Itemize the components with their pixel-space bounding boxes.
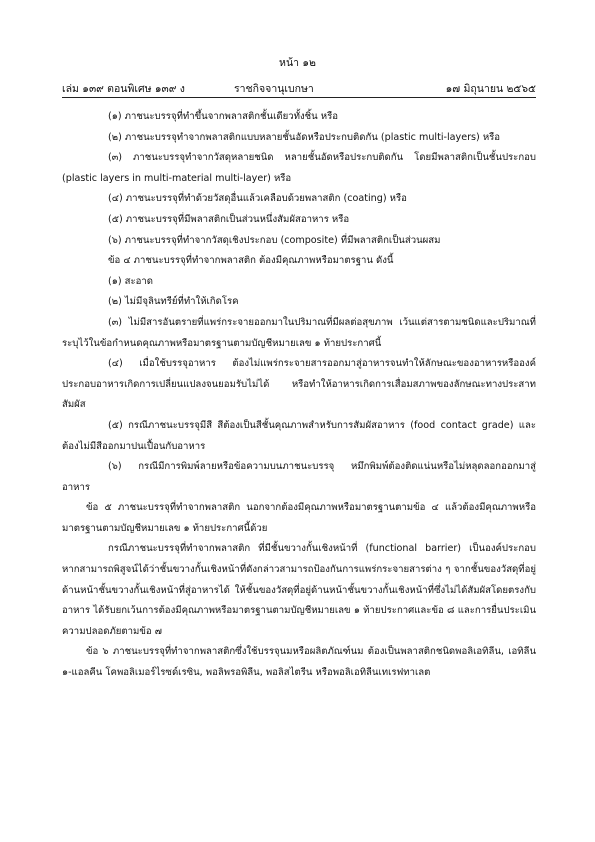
clause-5-functional-barrier: กรณีภาชนะบรรจุที่ทำจากพลาสติก ที่มีชั้นขวางกั้นเชิงหน้าที่ (functional barrier) เป็นองค์ประกอบ หากสามารถพิสูจน์ได้ว่าชั้นขวางกั้นเชิงหน้าที่ดังกล่าวสามารถป้องกันการแพร่กระจายสารต่าง ๆ จากชั้นของวัสดุที่อยู่ด้านหน้าชั้นขวางกั้นเชิงหน้าที่สู่อาหารได้ ให้ชั้นของวัสดุที่อยู่ด้านหน้าชั้นขวางกั้นเชิงหน้าที่ซึ่งไม่ได้สัมผัสโดยตรงกับอาหาร ได้รับยกเว้นการต้องมีคุณภาพหรือมาตรฐานตามบัญชีหมายเลข ๑ ท้ายประกาศและข้อ ๘ และการยื่นประเมินความปลอดภัยตามข้อ ๗ [62, 543, 536, 637]
clause-3-item-5: (๕) ภาชนะบรรจุที่มีพลาสติกเป็นส่วนหนึ่งสัมผัสอาหาร หรือ [108, 213, 350, 225]
clause-3-item-3: (๓) ภาชนะบรรจุทำจากวัสดุหลายชนิด หลายชั้นอัดหรือประกบติดกัน โดยมีพลาสติกเป็นชั้นประกอบ (plastic layers in multi-material multi-layer) หรือ [62, 152, 536, 184]
clause-4-item-6: (๖) กรณีมีการพิมพ์ลายหรือข้อความบนภาชนะบรรจุ หมึกพิมพ์ต้องติดแน่นหรือไม่หลุดลอกออกมาสู่อาหาร [62, 461, 536, 493]
gazette-header [62, 80, 536, 94]
clause-4-item-1: (๑) สะอาด [108, 275, 154, 287]
clause-4-item-4: (๔) เมื่อใช้บรรจุอาหาร ต้องไม่แพร่กระจายสารออกมาสู่อาหารจนทำให้ลักษณะของอาหารหรือองค์ประกอบอาหารเกิดการเปลี่ยนแปลงจนยอมรับไม่ได้ หรือทำให้อาหารเกิดการเสื่อมสภาพของลักษณะทางประสาทสัมผัส [62, 358, 536, 411]
clause-4-item-3: (๓) ไม่มีสารอันตรายที่แพร่กระจายออกมาในปริมาณที่มีผลต่อสุขภาพ เว้นแต่สารตามชนิดและปริมาณที่ระบุไว้ในข้อกำหนดคุณภาพหรือมาตรฐานตามบัญชีหมายเลข ๑ ท้ายประกาศนี้ [62, 316, 536, 349]
header-divider [62, 97, 536, 98]
document-body [62, 107, 536, 684]
page-number: หน้า ๑๒ [279, 57, 316, 69]
clause-4-item-5: (๕) กรณีภาชนะบรรจุมีสี สีต้องเป็นสีชั้นคุณภาพสำหรับการสัมผัสอาหาร (food contact grade) และต้องไม่มีสีออกมาปนเปื้อนกับอาหาร [62, 419, 536, 452]
volume-issue: เล่ม ๑๓๙ ตอนพิเศษ ๑๓๙ ง [62, 83, 185, 95]
clause-6-heading: ข้อ ๖ ภาชนะบรรจุที่ทำจากพลาสติกซึ่งใช้บรรจุนมหรือผลิตภัณฑ์นม ต้องเป็นพลาสติกชนิดพอลิเอทิลีน, เอทิลีน ๑-แอลคีน โคพอลิเมอร์ไรซด์เรซิน, พอลิพรอพิลีน, พอลิสไตรีน หรือพอลิเอทิลีนเทเรฟทาเลต [62, 646, 536, 679]
clause-4-heading: ข้อ ๔ ภาชนะบรรจุที่ทำจากพลาสติก ต้องมีคุณภาพหรือมาตรฐาน ดังนี้ [108, 255, 394, 267]
clause-5-heading: ข้อ ๕ ภาชนะบรรจุที่ทำจากพลาสติก นอกจากต้องมีคุณภาพหรือมาตรฐานตามข้อ ๔ แล้วต้องมีคุณภาพหรือมาตรฐานตามบัญชีหมายเลข ๑ ท้ายประกาศนี้ด้วย [62, 502, 536, 534]
clause-3-item-2: (๒) ภาชนะบรรจุทำจากพลาสติกแบบหลายชั้นอัดหรือประกบติดกัน (plastic multi-layers) หรือ [108, 131, 501, 143]
clause-3-item-4: (๔) ภาชนะบรรจุที่ทำด้วยวัสดุอื่นแล้วเคลือบด้วยพลาสติก (coating) หรือ [108, 193, 407, 205]
clause-4-item-2: (๒) ไม่มีจุลินทรีย์ที่ทำให้เกิดโรค [108, 296, 239, 308]
clause-3-item-1: (๑) ภาชนะบรรจุที่ทำขึ้นจากพลาสติกชั้นเดียวทั้งชิ้น หรือ [108, 111, 338, 122]
publication-name: ราชกิจจานุเบกษา [234, 83, 314, 95]
clause-3-item-6: (๖) ภาชนะบรรจุที่ทำจากวัสดุเชิงประกอบ (composite) ที่มีพลาสติกเป็นส่วนผสม [108, 234, 441, 246]
publication-date: ๑๗ มิถุนายน ๒๕๖๕ [445, 83, 536, 95]
